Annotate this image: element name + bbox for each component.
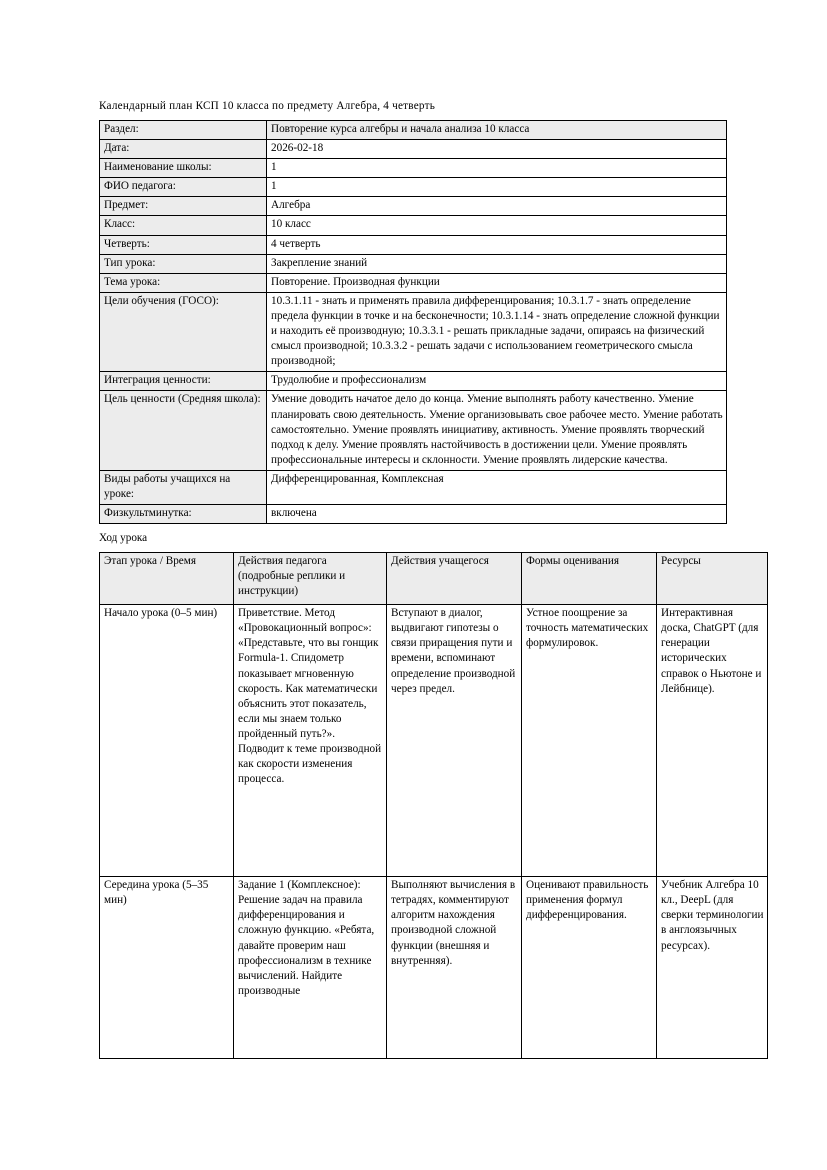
- info-row-value: включена: [267, 505, 727, 524]
- table-row: [100, 505, 727, 524]
- lesson-flow-body: [100, 605, 768, 1059]
- cell-stage: Середина урока (5–35 мин): [100, 877, 234, 1059]
- table-row: [100, 121, 727, 140]
- table-row: [100, 273, 727, 292]
- cell-assessment: Устное поощрение за точность математических формулировок.: [522, 605, 657, 877]
- lesson-flow-heading: Ход урока: [99, 532, 148, 545]
- info-row-value: 10 класс: [267, 216, 727, 235]
- table-row: [100, 391, 727, 470]
- info-row-value: 1: [267, 178, 727, 197]
- table-row: [100, 178, 727, 197]
- info-row-value: Повторение курса алгебры и начала анализа 10 класса: [267, 121, 727, 140]
- info-row-label: Класс:: [100, 216, 267, 235]
- info-row-label: Цели обучения (ГОСО):: [100, 292, 267, 371]
- info-row-label: ФИО педагога:: [100, 178, 267, 197]
- info-row-value: 2026-02-18: [267, 140, 727, 159]
- lesson-flow-head: [100, 553, 768, 605]
- info-row-value: Трудолюбие и профессионализм: [267, 372, 727, 391]
- column-header-student-actions: Действия учащегося: [387, 553, 522, 605]
- info-row-label: Наименование школы:: [100, 159, 267, 178]
- info-row-label: Тип урока:: [100, 254, 267, 273]
- info-row-value: Умение доводить начатое дело до конца. Умение выполнять работу качественно. Умение планировать свою деятельность. Умение организовывать свое рабочее место. Умение работать самостоятельно. Умение проявлять инициативу, активность. Умение проявлять творческий подход к делу. Умение проявлять настойчивость в достижении цели. Умение проявлять профессиональные интересы и склонности. Умение проявлять лидерские качества.: [267, 391, 727, 470]
- page-title: Календарный план КСП 10 класса по предмету Алгебра, 4 четверть: [99, 100, 436, 112]
- info-row-label: Раздел:: [100, 121, 267, 140]
- lesson-flow-table: [99, 552, 768, 1059]
- info-row-label: Четверть:: [100, 235, 267, 254]
- info-row-value: Закрепление знаний: [267, 254, 727, 273]
- column-header-resources: Ресурсы: [657, 553, 768, 605]
- info-row-value: Дифференцированная, Комплексная: [267, 470, 727, 504]
- cell-resources: Интерактивная доска, ChatGPT (для генерации исторических справок о Ньютоне и Лейбнице).: [657, 605, 768, 877]
- column-header-teacher-actions: Действия педагога (подробные реплики и инструкции): [234, 553, 387, 605]
- column-header-stage: Этап урока / Время: [100, 553, 234, 605]
- table-row: [100, 197, 727, 216]
- info-row-value: Алгебра: [267, 197, 727, 216]
- table-row: [100, 159, 727, 178]
- table-header-row: [100, 553, 768, 605]
- table-row: [100, 470, 727, 504]
- info-row-label: Предмет:: [100, 197, 267, 216]
- info-row-value: 4 четверть: [267, 235, 727, 254]
- info-row-label: Виды работы учащихся на уроке:: [100, 470, 267, 504]
- cell-assessment: Оценивают правильность применения формул дифференцирования.: [522, 877, 657, 1059]
- info-row-value: 10.3.1.11 - знать и применять правила дифференцирования; 10.3.1.7 - знать определение предела функции в точке и на бесконечности; 10.3.1.14 - знать определение сложной функции и находить её производную; 10.3.3.1 - решать прикладные задачи, опираясь на физический смысл производной; 10.3.3.2 - решать задачи с использованием геометрического смысла производной;: [267, 292, 727, 371]
- info-row-label: Цель ценности (Средняя школа):: [100, 391, 267, 470]
- cell-teacher-actions: Приветствие. Метод «Провокационный вопрос»: «Представьте, что вы гонщик Formula-1. Спидометр показывает мгновенную скорость. Как математически объяснить этот показатель, если мы знаем только пройденный путь?». Подводит к теме производной как скорости изменения процесса.: [234, 605, 387, 877]
- info-row-value: Повторение. Производная функции: [267, 273, 727, 292]
- cell-teacher-actions: Задание 1 (Комплексное): Решение задач на правила дифференцирования и сложную функцию. «Ребята, давайте проверим наш профессионализм в технике вычислений. Найдите производные: [234, 877, 387, 1059]
- info-row-label: Интеграция ценности:: [100, 372, 267, 391]
- table-row: [100, 372, 727, 391]
- table-row: [100, 216, 727, 235]
- table-row: [100, 292, 727, 371]
- info-row-label: Физкультминутка:: [100, 505, 267, 524]
- lesson-info-table: [99, 120, 727, 524]
- info-row-label: Дата:: [100, 140, 267, 159]
- cell-resources: Учебник Алгебра 10 кл., DeepL (для сверки терминологии в англоязычных ресурсах).: [657, 877, 768, 1059]
- cell-student-actions: Выполняют вычисления в тетрадях, комментируют алгоритм нахождения производной сложной функции (внешняя и внутренняя).: [387, 877, 522, 1059]
- info-row-label: Тема урока:: [100, 273, 267, 292]
- lesson-info-body: [100, 121, 727, 524]
- info-row-value: 1: [267, 159, 727, 178]
- cell-stage: Начало урока (0–5 мин): [100, 605, 234, 877]
- table-row: [100, 140, 727, 159]
- table-row: [100, 235, 727, 254]
- table-row: [100, 254, 727, 273]
- column-header-assessment: Формы оценивания: [522, 553, 657, 605]
- table-row: [100, 877, 768, 1059]
- cell-student-actions: Вступают в диалог, выдвигают гипотезы о связи приращения пути и времени, вспоминают определение производной через предел.: [387, 605, 522, 877]
- table-row: [100, 605, 768, 877]
